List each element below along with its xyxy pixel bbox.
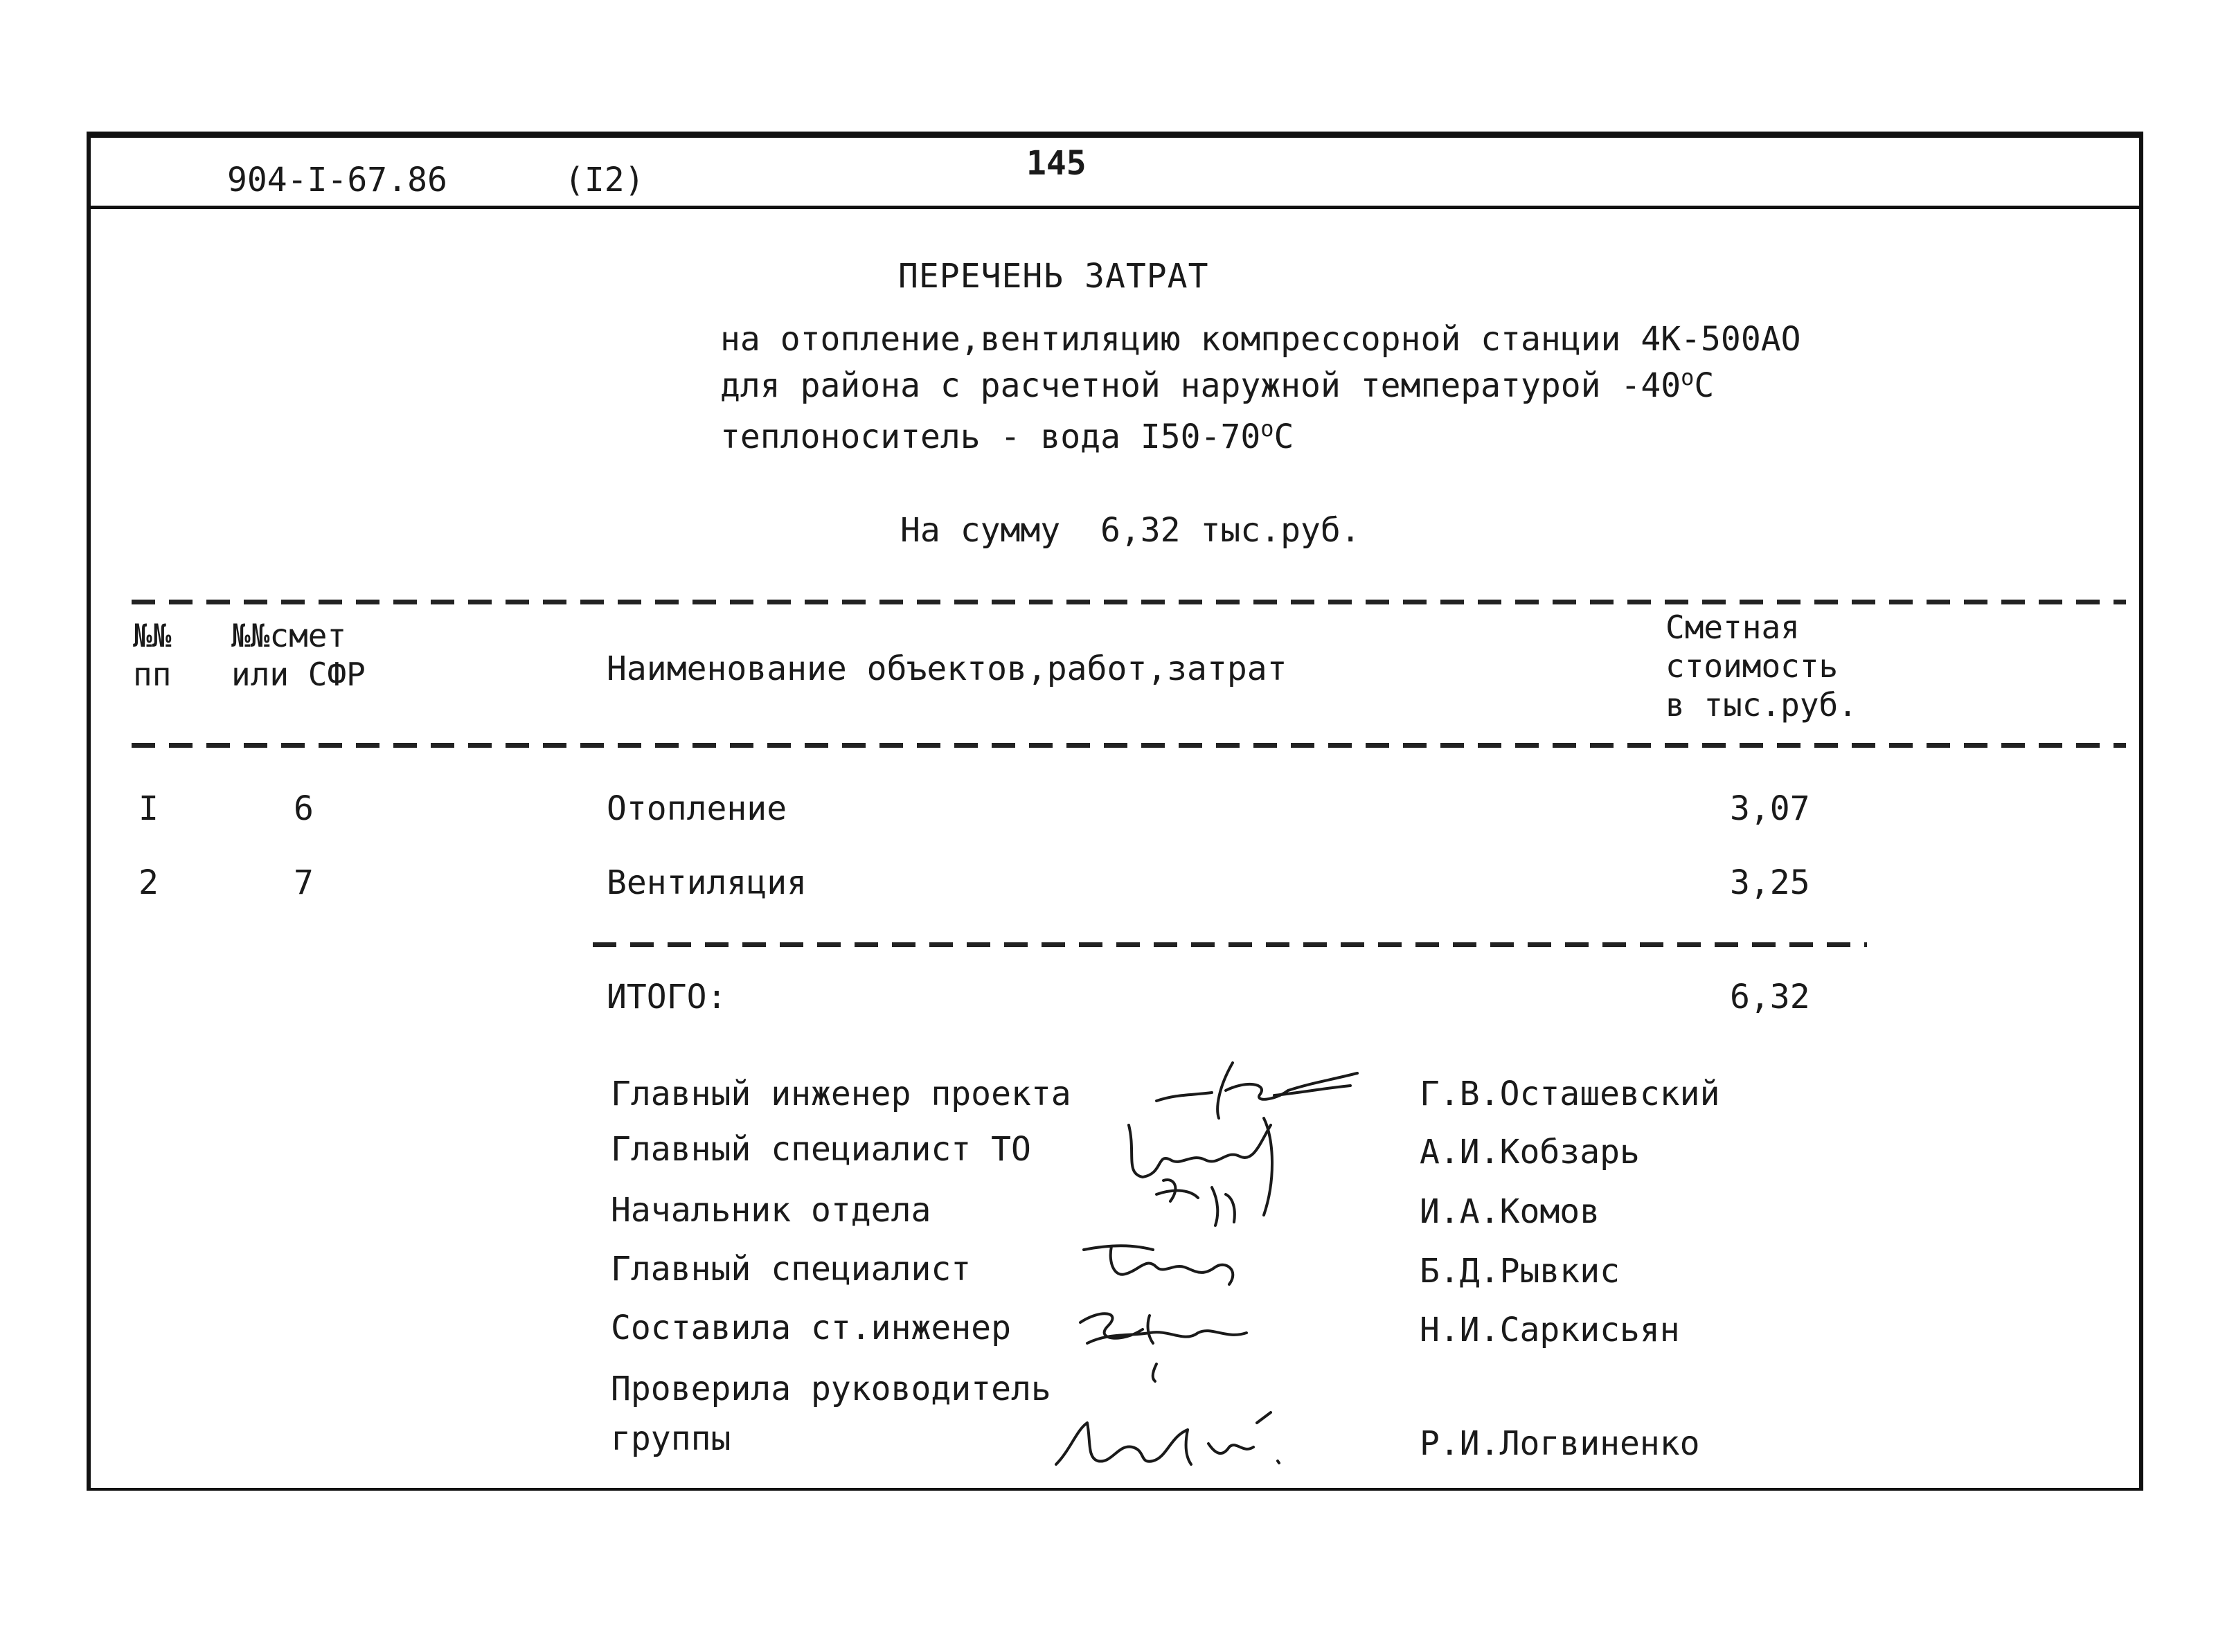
sheet-ref: (I2) — [564, 161, 645, 199]
title-line-3-text: теплоноситель - вода I50-70 — [720, 418, 1261, 456]
signer-name: Р.И.Логвиненко — [1420, 1424, 1700, 1463]
col-cost-header — [1665, 608, 1857, 724]
degree-sign: о — [1681, 364, 1695, 390]
col-estimate-header-line2: или СФР — [231, 656, 366, 693]
row-estimate: 6 — [294, 789, 314, 828]
sum-line — [900, 511, 1361, 550]
signer-role: Составила ст.инженер — [611, 1309, 1011, 1347]
sum-value: 6,32 тыс.руб. — [1100, 511, 1361, 550]
page-number: 145 — [1026, 144, 1087, 183]
title-line-1: на отопление,вентиляцию компрессорной станции 4К-500АО — [720, 320, 1801, 359]
signer-role: Проверила руководитель — [611, 1370, 1051, 1408]
title-line-2-text: для района с расчетной наружной температурой -40 — [720, 366, 1681, 405]
col-estimate-header — [231, 616, 366, 694]
col-no-header-line1: №№ — [133, 617, 172, 654]
degree-sign: о — [1260, 415, 1274, 442]
row-name: Вентиляция — [607, 863, 807, 902]
col-name-header: Наименование объектов,работ,затрат — [607, 649, 1287, 688]
row-no: 2 — [138, 863, 159, 902]
title-line-3-unit: С — [1274, 418, 1294, 456]
table-top-dashed-rule — [132, 600, 2126, 604]
signer-name: Н.И.Саркисьян — [1420, 1311, 1680, 1349]
col-no-header — [133, 616, 171, 694]
row-estimate: 7 — [294, 863, 314, 902]
signer-role: Главный специалист — [611, 1250, 972, 1289]
signature-2 — [1115, 1111, 1309, 1236]
signer-name: Б.Д.Рывкис — [1420, 1252, 1620, 1291]
col-no-header-line2: пп — [133, 656, 172, 693]
signer-name: И.А.Комов — [1420, 1192, 1600, 1231]
signature-3 — [1077, 1236, 1257, 1291]
signer-role: Главный инженер проекта — [611, 1075, 1071, 1113]
title-line-2-unit: С — [1694, 366, 1715, 405]
signer-name: Г.В.Осташевский — [1420, 1075, 1720, 1113]
signer-role-line2: группы — [611, 1419, 731, 1458]
signer-name: А.И.Кобзарь — [1420, 1133, 1640, 1171]
row-name: Отопление — [607, 789, 787, 828]
header-divider — [91, 206, 2139, 209]
table-header-bottom-dashed-rule — [132, 743, 2126, 748]
row-cost: 3,07 — [1730, 789, 1810, 828]
signer-role: Главный специалист ТО — [611, 1130, 1031, 1169]
doc-code: 904-I-67.86 — [227, 161, 447, 199]
total-label: ИТОГО: — [607, 978, 727, 1016]
signer-role: Начальник отдела — [611, 1191, 931, 1230]
signature-5 — [1049, 1409, 1298, 1478]
title-line-2 — [720, 364, 1714, 405]
total-dashed-rule — [593, 942, 1867, 947]
total-value: 6,32 — [1730, 978, 1810, 1016]
col-estimate-header-line1: №№смет — [231, 617, 347, 654]
signature-4 — [1066, 1295, 1267, 1385]
row-cost: 3,25 — [1730, 863, 1810, 902]
title-line-3 — [720, 415, 1294, 456]
row-no: I — [138, 789, 159, 828]
page-title: ПЕРЕЧЕНЬ ЗАТРАТ — [898, 257, 1209, 296]
col-cost-header-line2: стоимость — [1665, 647, 1839, 685]
col-cost-header-line1: Сметная — [1665, 609, 1800, 646]
col-cost-header-line3: в тыс.руб. — [1665, 686, 1857, 724]
sum-label: На сумму — [900, 511, 1061, 550]
